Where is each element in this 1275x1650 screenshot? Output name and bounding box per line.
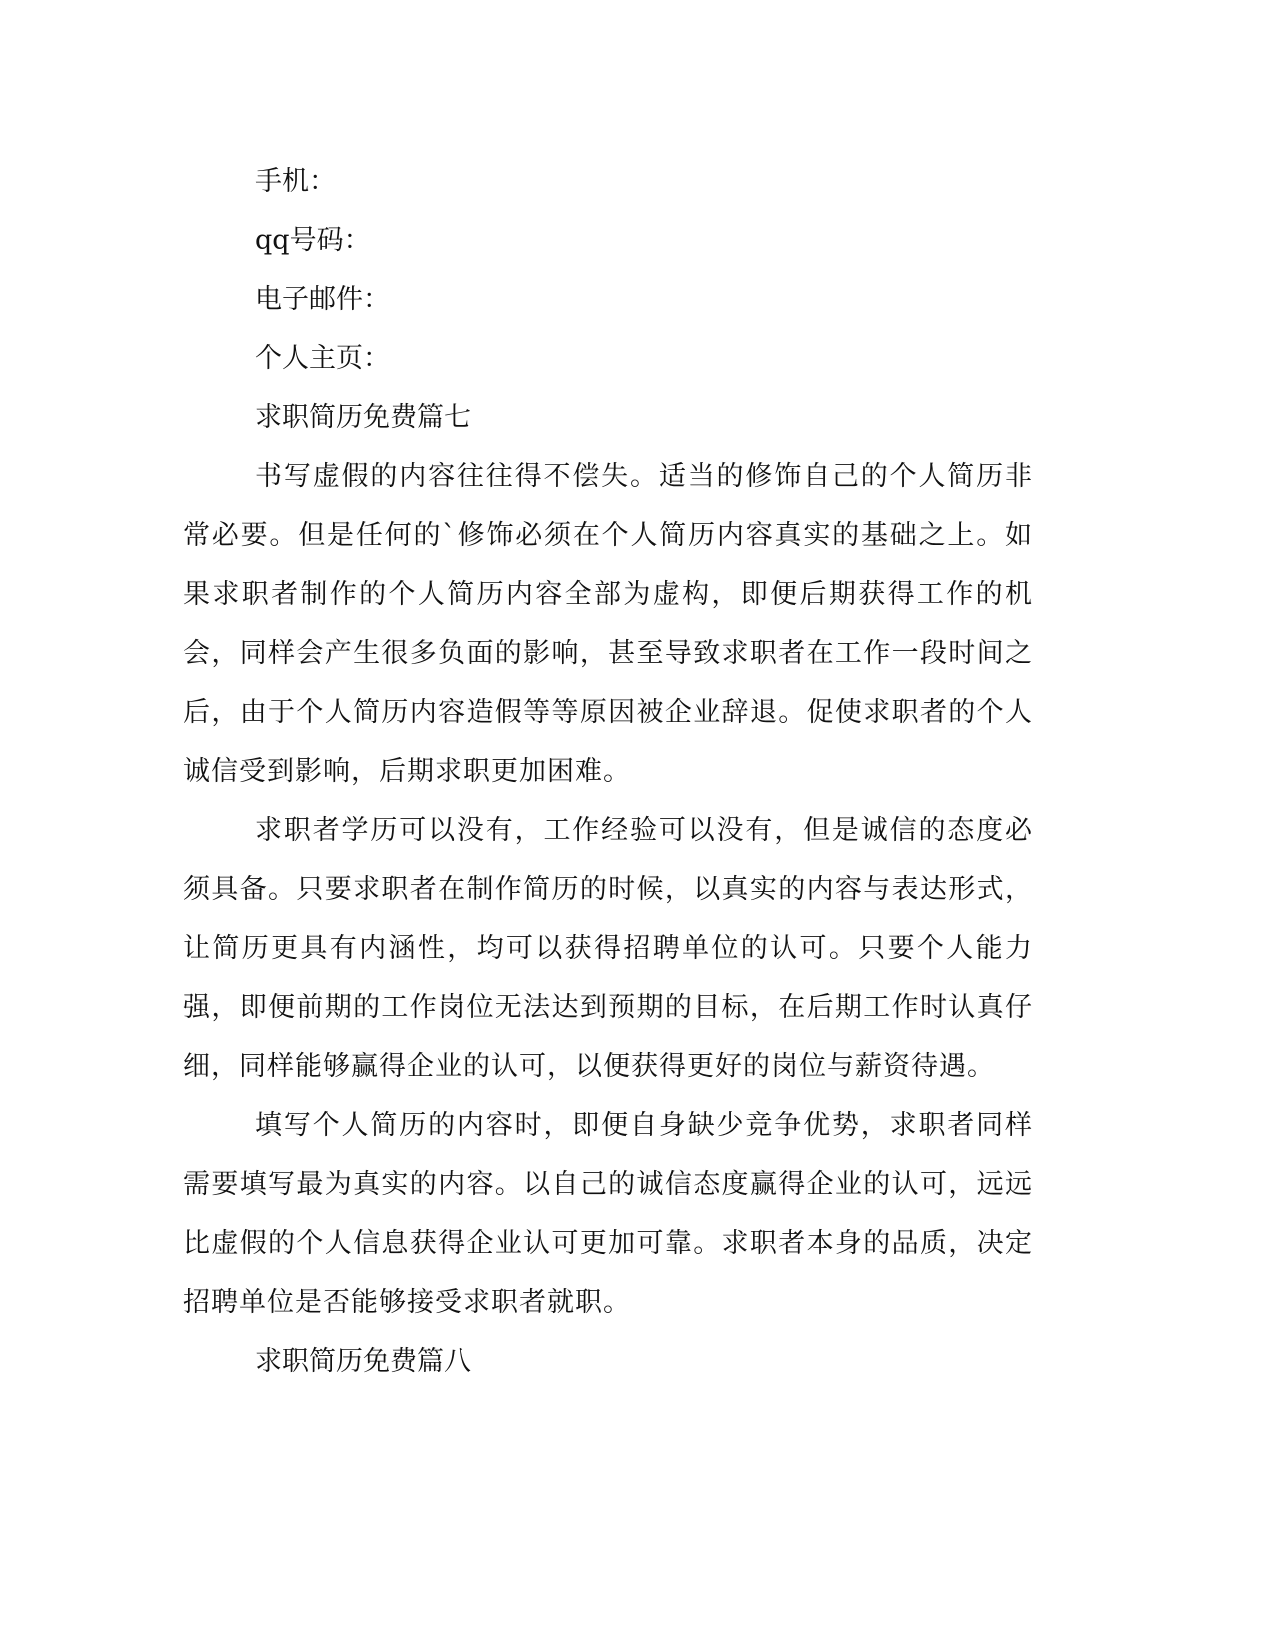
section-heading-7: 求职简历免费篇七 <box>255 402 471 433</box>
document-body <box>183 152 1033 1391</box>
paragraph: 求职者学历可以没有，工作经验可以没有，但是诚信的态度必须具备。只要求职者在制作简历的时候，以真实的内容与表达形式，让简历更具有内涵性，均可以获得招聘单位的认可。只要个人能力强，即便前期的工作岗位无法达到预期的目标，在后期工作时认真仔细，同样能够赢得企业的认可，以便获得更好的岗位与薪资待遇。 <box>183 815 1033 1082</box>
qq-label: qq号码： <box>255 225 371 256</box>
homepage-label: 个人主页： <box>255 343 390 374</box>
mobile-label: 手机： <box>255 166 336 197</box>
paragraph: 书写虚假的内容往往得不偿失。适当的修饰自己的个人简历非常必要。但是任何的`修饰必须在个人简历内容真实的基础之上。如果求职者制作的个人简历内容全部为虚构，即便后期获得工作的机会，同样会产生很多负面的影响，甚至导致求职者在工作一段时间之后，由于个人简历内容造假等等原因被企业辞退。促使求职者的个人诚信受到影响，后期求职更加困难。 <box>183 461 1033 787</box>
email-label: 电子邮件： <box>255 284 390 315</box>
paragraph: 填写个人简历的内容时，即便自身缺少竞争优势，求职者同样需要填写最为真实的内容。以自己的诚信态度赢得企业的认可，远远比虚假的个人信息获得企业认可更加可靠。求职者本身的品质，决定招聘单位是否能够接受求职者就职。 <box>183 1110 1033 1318</box>
section-heading-8: 求职简历免费篇八 <box>255 1346 471 1377</box>
